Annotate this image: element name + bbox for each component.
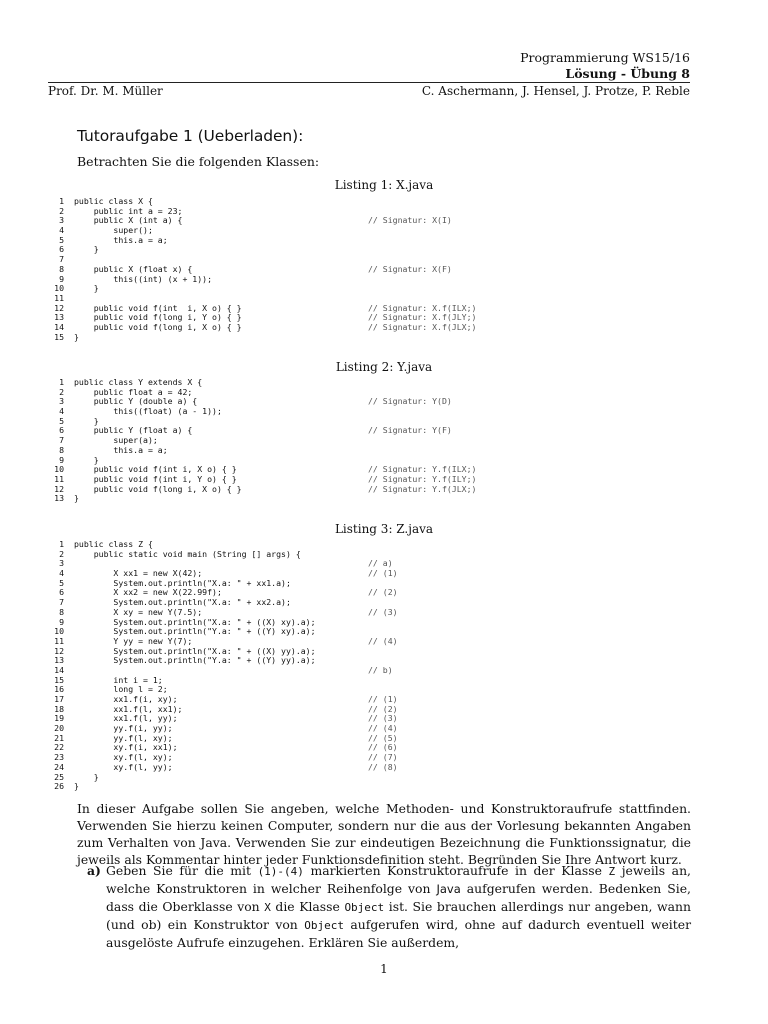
code-text: this((float) (a - 1)); bbox=[74, 406, 222, 417]
code-comment: // (1) bbox=[368, 568, 398, 579]
line-number: 2 bbox=[59, 548, 64, 559]
line-number: 13 bbox=[54, 655, 64, 666]
line-number: 11 bbox=[54, 292, 64, 303]
code-text: public int a = 23; bbox=[74, 205, 183, 216]
code-comment: // b) bbox=[368, 664, 393, 675]
code-line bbox=[48, 407, 694, 417]
code-text: this.a = a; bbox=[74, 234, 168, 245]
code-comment: // (4) bbox=[368, 723, 398, 734]
code-text: public X (float x) { bbox=[74, 263, 193, 274]
code-text: public Y (double a) { bbox=[74, 396, 198, 407]
line-number: 11 bbox=[54, 635, 64, 646]
line-number: 1 bbox=[59, 539, 64, 549]
line-number: 8 bbox=[59, 444, 64, 455]
task-intro: Betrachten Sie die folgenden Klassen: bbox=[77, 154, 320, 169]
line-number: 10 bbox=[54, 283, 64, 294]
line-number: 10 bbox=[54, 626, 64, 637]
code-comment: // Signatur: Y.f(JLX;) bbox=[368, 483, 477, 494]
code-line bbox=[48, 323, 694, 333]
line-number: 20 bbox=[54, 723, 64, 734]
line-number: 14 bbox=[54, 664, 64, 675]
line-number: 11 bbox=[54, 473, 64, 484]
line-number: 14 bbox=[54, 321, 64, 332]
code-text: X xx2 = new X(22.99f); bbox=[74, 587, 222, 598]
line-number: 25 bbox=[54, 771, 64, 782]
code-text: xy.f(l, yy); bbox=[74, 761, 173, 772]
code-text: public void f(long i, Y o) { } bbox=[74, 312, 242, 323]
code-comment: // Signatur: X.f(ILX;) bbox=[368, 302, 477, 313]
code-text: public void f(int i, X o) { } bbox=[74, 302, 242, 313]
code-text: } bbox=[74, 781, 79, 792]
code-comment: // (3) bbox=[368, 606, 398, 617]
line-number: 5 bbox=[59, 234, 64, 245]
code-text: public class Z { bbox=[74, 539, 153, 549]
line-number: 12 bbox=[54, 302, 64, 313]
code-comment: // (8) bbox=[368, 761, 398, 772]
line-number: 4 bbox=[59, 568, 64, 579]
code-text: public void f(int i, Y o) { } bbox=[74, 473, 237, 484]
code-comment: // Signatur: Y(F) bbox=[368, 425, 452, 436]
code-comment: // (4) bbox=[368, 635, 398, 646]
code-text: public class X { bbox=[74, 196, 153, 206]
code-text: System.out.println("Y.a: " + ((Y) yy).a); bbox=[74, 655, 316, 666]
line-number: 9 bbox=[59, 454, 64, 465]
task-title: Tutoraufgabe 1 (Ueberladen): bbox=[77, 127, 304, 145]
code-text: public float a = 42; bbox=[74, 386, 193, 397]
code-text: System.out.println("X.a: " + xx1.a); bbox=[74, 577, 291, 588]
code-text: xy.f(i, xx1); bbox=[74, 742, 178, 753]
line-number: 4 bbox=[59, 406, 64, 417]
line-number: 1 bbox=[59, 196, 64, 206]
code-comment: // (1) bbox=[368, 694, 398, 704]
code-text: public X (int a) { bbox=[74, 215, 183, 226]
line-number: 3 bbox=[59, 558, 64, 569]
code-comment: // (2) bbox=[368, 703, 398, 714]
code-text: X xx1 = new X(42); bbox=[74, 568, 203, 579]
line-number: 3 bbox=[59, 396, 64, 407]
line-number: 9 bbox=[59, 616, 64, 627]
line-number: 16 bbox=[54, 684, 64, 695]
code-comment: // (6) bbox=[368, 742, 398, 753]
code-comment: // Signatur: Y.f(ILY;) bbox=[368, 473, 477, 484]
line-number: 15 bbox=[54, 331, 64, 342]
line-number: 15 bbox=[54, 674, 64, 685]
line-number: 5 bbox=[59, 415, 64, 426]
code-comment: // Signatur: Y(D) bbox=[368, 396, 452, 407]
code-text: super(); bbox=[74, 225, 153, 236]
code-listing-y bbox=[48, 378, 694, 504]
listing-caption: Listing 1: X.java bbox=[334, 178, 434, 192]
subtask-marker: a) bbox=[87, 863, 101, 878]
task-description: In dieser Aufgabe sollen Sie angeben, welche Methoden- und Konstruktoraufrufe stattfinden. Verwenden Sie hierzu keinen Computer, sondern nur die aus der Vorlesung bekannten Angaben zum Verhalten von Java. Verwenden Sie zur eindeutigen Bezeichnung die Funktionssignatur, die jeweils als Kommentar hinter jeder Funktionsdefinition steht. Begründen Sie Ihre Antwort kurz. bbox=[77, 801, 691, 867]
line-number: 5 bbox=[59, 577, 64, 588]
line-number: 22 bbox=[54, 742, 64, 753]
header-authors: C. Aschermann, J. Hensel, J. Protze, P. Reble bbox=[421, 84, 690, 98]
code-line bbox=[48, 333, 694, 343]
code-comment: // a) bbox=[368, 558, 393, 569]
line-number: 12 bbox=[54, 483, 64, 494]
line-number: 23 bbox=[54, 752, 64, 763]
page-number: 1 bbox=[380, 962, 388, 976]
code-text: Y yy = new Y(7); bbox=[74, 635, 193, 646]
code-text: public static void main (String [] args) { bbox=[74, 548, 301, 559]
code-comment: // (7) bbox=[368, 752, 398, 763]
line-number: 6 bbox=[59, 425, 64, 436]
code-comment: // (3) bbox=[368, 713, 398, 724]
code-text: } bbox=[74, 283, 99, 294]
code-text: public void f(int i, X o) { } bbox=[74, 464, 237, 475]
code-text: this((int) (x + 1)); bbox=[74, 273, 213, 284]
code-line bbox=[48, 494, 694, 504]
header-rule bbox=[48, 82, 690, 83]
line-number: 12 bbox=[54, 645, 64, 656]
line-number: 7 bbox=[59, 254, 64, 265]
header-sheet-title: Lösung - Übung 8 bbox=[565, 66, 690, 81]
code-text: public void f(long i, X o) { } bbox=[74, 483, 242, 494]
code-line bbox=[48, 245, 694, 255]
code-comment: // Signatur: X.f(JLX;) bbox=[368, 321, 477, 332]
code-line bbox=[48, 763, 694, 773]
code-text: xx1.f(l, yy); bbox=[74, 713, 178, 724]
code-text: xx1.f(l, xx1); bbox=[74, 703, 183, 714]
code-text: yy.f(i, yy); bbox=[74, 723, 173, 734]
code-comment: // (2) bbox=[368, 587, 398, 598]
subtask-a bbox=[77, 862, 691, 951]
code-line bbox=[48, 446, 694, 456]
header-course: Programmierung WS15/16 bbox=[520, 50, 690, 65]
subtask-text: Geben Sie für die mit (1)-(4) markierten Konstruktoraufrufe in der Klasse Z jeweils an, welche Konstruktoren in welcher Reihenfolge von Java aufgerufen werden. Bedenken Sie, dass die Oberklasse von X die Klasse Object ist. Sie brauchen allerdings nur angeben, wann (und ob) ein Konstruktor von Object aufgerufen wird, ohne auf dadurch eventuell weiter ausgelöste Aufrufe einzugehen. Erklären Sie außerdem, bbox=[106, 863, 692, 950]
code-line bbox=[48, 485, 694, 495]
code-text: this.a = a; bbox=[74, 444, 168, 455]
code-line bbox=[48, 275, 694, 285]
code-listing-z bbox=[48, 540, 694, 792]
code-text: System.out.println("Y.a: " + ((Y) xy).a); bbox=[74, 626, 316, 637]
code-text: } bbox=[74, 244, 99, 255]
code-comment: // Signatur: Y.f(ILX;) bbox=[368, 464, 477, 475]
line-number: 17 bbox=[54, 694, 64, 704]
line-number: 9 bbox=[59, 273, 64, 284]
code-text: } bbox=[74, 493, 79, 504]
code-text: System.out.println("X.a: " + ((X) yy).a); bbox=[74, 645, 316, 656]
code-text: int i = 1; bbox=[74, 674, 163, 685]
code-text: super(a); bbox=[74, 435, 158, 446]
code-text: System.out.println("X.a: " + xx2.a); bbox=[74, 597, 291, 608]
line-number: 18 bbox=[54, 703, 64, 714]
line-number: 6 bbox=[59, 244, 64, 255]
header-professor: Prof. Dr. M. Müller bbox=[48, 84, 163, 98]
code-comment: // Signatur: X.f(JLY;) bbox=[368, 312, 477, 323]
line-number: 13 bbox=[54, 493, 64, 504]
line-number: 6 bbox=[59, 587, 64, 598]
code-text: yy.f(l, xy); bbox=[74, 732, 173, 743]
code-line bbox=[48, 782, 694, 792]
line-number: 1 bbox=[59, 377, 64, 387]
line-number: 10 bbox=[54, 464, 64, 475]
code-text: long l = 2; bbox=[74, 684, 168, 695]
code-text: X xy = new Y(7.5); bbox=[74, 606, 203, 617]
code-text: xx1.f(i, xy); bbox=[74, 694, 178, 704]
code-text: } bbox=[74, 415, 99, 426]
line-number: 26 bbox=[54, 781, 64, 792]
line-number: 13 bbox=[54, 312, 64, 323]
code-text: public void f(long i, X o) { } bbox=[74, 321, 242, 332]
code-text: System.out.println("X.a: " + ((X) xy).a); bbox=[74, 616, 316, 627]
listing-caption: Listing 2: Y.java bbox=[335, 360, 433, 374]
code-text: public Y (float a) { bbox=[74, 425, 193, 436]
code-text: } bbox=[74, 331, 79, 342]
line-number: 8 bbox=[59, 263, 64, 274]
code-line bbox=[48, 236, 694, 246]
line-number: 21 bbox=[54, 732, 64, 743]
line-number: 4 bbox=[59, 225, 64, 236]
line-number: 19 bbox=[54, 713, 64, 724]
code-line bbox=[48, 284, 694, 294]
line-number: 24 bbox=[54, 761, 64, 772]
line-number: 2 bbox=[59, 386, 64, 397]
code-comment: // (5) bbox=[368, 732, 398, 743]
listing-caption: Listing 3: Z.java bbox=[334, 522, 434, 536]
line-number: 7 bbox=[59, 435, 64, 446]
code-listing-x bbox=[48, 197, 694, 342]
code-comment: // Signatur: X(F) bbox=[368, 263, 452, 274]
code-text: } bbox=[74, 771, 99, 782]
line-number: 7 bbox=[59, 597, 64, 608]
line-number: 3 bbox=[59, 215, 64, 226]
code-comment: // Signatur: X(I) bbox=[368, 215, 452, 226]
code-line bbox=[48, 773, 694, 783]
line-number: 8 bbox=[59, 606, 64, 617]
code-text: } bbox=[74, 454, 99, 465]
line-number: 2 bbox=[59, 205, 64, 216]
code-text: public class Y extends X { bbox=[74, 377, 203, 387]
code-text: xy.f(l, xy); bbox=[74, 752, 173, 763]
